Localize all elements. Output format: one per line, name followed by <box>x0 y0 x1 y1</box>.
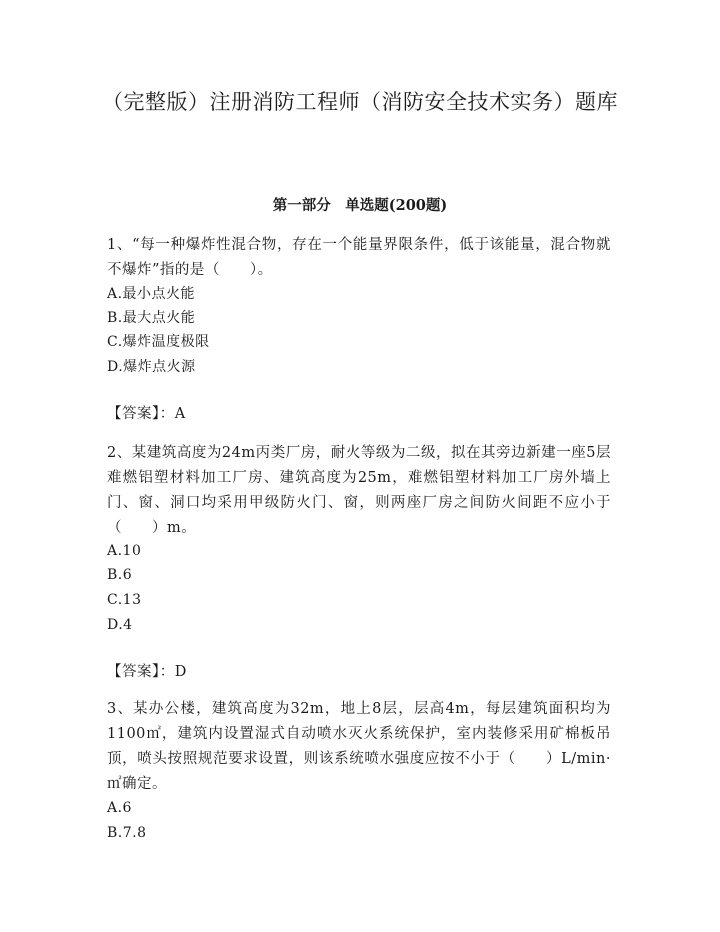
question-2-option-b: B.6 <box>107 567 133 583</box>
question-1-option-d: D.爆炸点火源 <box>107 359 196 375</box>
question-2-option-d: D.4 <box>107 617 133 633</box>
question-1-answer: 【答案】：A <box>107 406 186 422</box>
question-3-option-b: B.7.8 <box>107 825 147 841</box>
question-2-option-c: C.13 <box>107 592 142 608</box>
section-heading: 第一部分 单选题(200题) <box>272 197 448 214</box>
question-2-answer: 【答案】：D <box>107 664 187 680</box>
question-1-option-c: C.爆炸温度极限 <box>107 334 210 350</box>
question-2-stem: 2、某建筑高度为24m丙类厂房，耐火等级为二级，拟在其旁边新建一座5层难燃铝塑材料加工厂房、建筑高度为25m，难燃铝塑材料加工厂房外墙上门、窗、洞口均采用甲级防火门、窗，则两座厂房之间防火间距不应小于（ ）m。 <box>107 445 611 536</box>
question-1-option-b: B.最大点火能 <box>107 310 196 326</box>
question-3-stem: 3、某办公楼，建筑高度为32m，地上8层，层高4m，每层建筑面积均为1100㎡，建筑内设置湿式自动喷水灭火系统保护，室内装修采用矿棉板吊顶，喷头按照规范要求设置，则该系统喷水强度应按不小于（ ）L/min·㎡确定。 <box>107 701 611 792</box>
question-1-option-a: A.最小点火能 <box>107 286 196 302</box>
document-title: （完整版）注册消防工程师（消防安全技术实务）题库 <box>102 90 618 114</box>
question-1-stem: 1、“每一种爆炸性混合物，存在一个能量界限条件，低于该能量，混合物就不爆炸”指的是（ ）。 <box>107 237 611 278</box>
question-2-option-a: A.10 <box>107 543 142 559</box>
question-3-option-a: A.6 <box>107 800 132 816</box>
